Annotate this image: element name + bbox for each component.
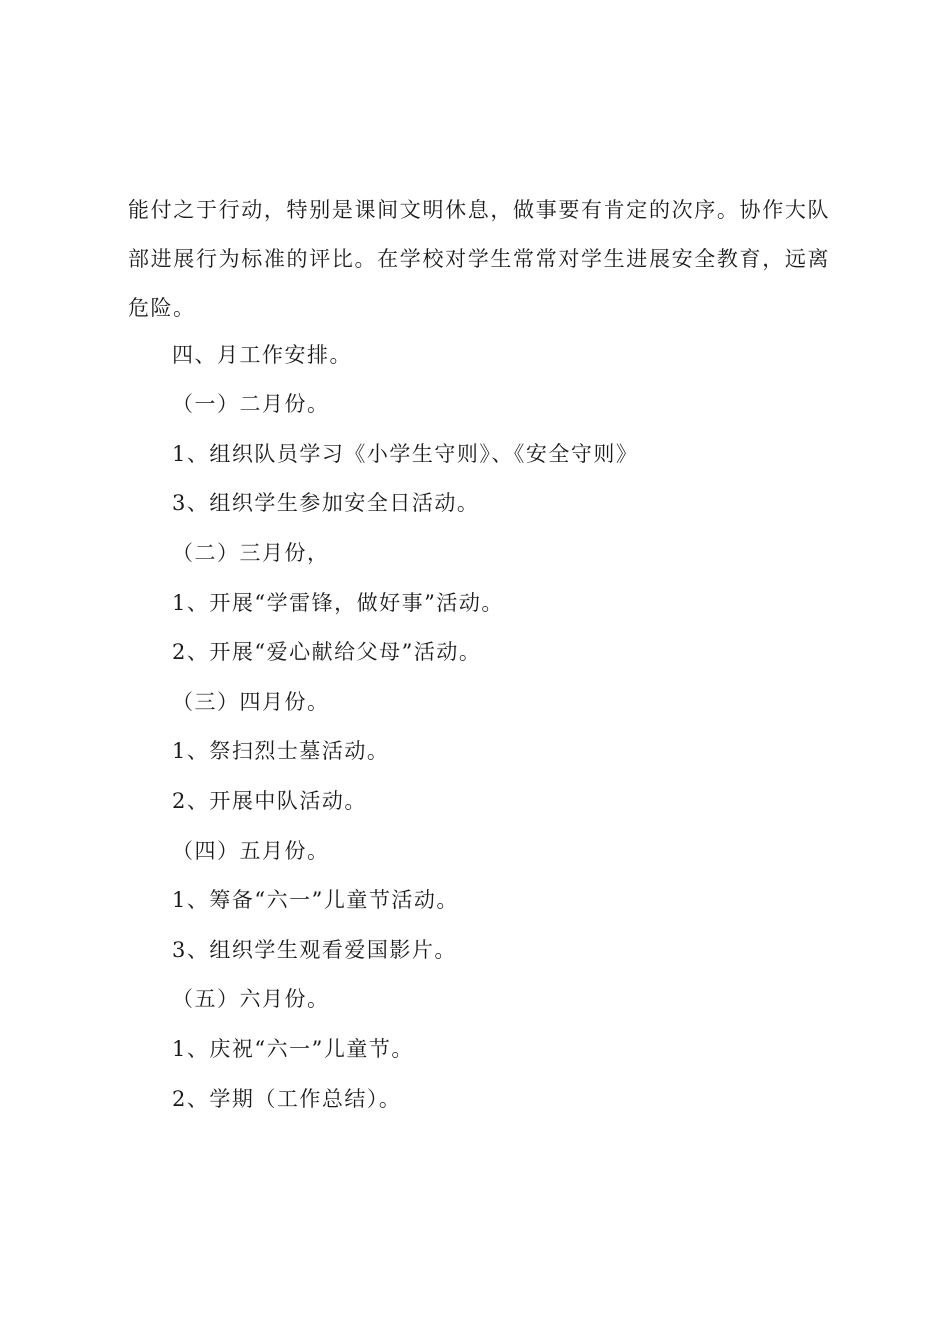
month-heading-apr: （三）四月份。 [172,690,330,714]
list-item: 1、庆祝“六一”儿童节。 [172,1037,414,1061]
list-item: 2、开展中队活动。 [172,789,367,813]
section-heading: 四、月工作安排。 [172,343,352,367]
intro-paragraph: 能付之于行动，特别是课间文明休息，做事要有肯定的次序。协作大队部进展行为标准的评比。在学校对学生常常对学生进展安全教育，远离危险。 [128,198,830,320]
list-item: 2、开展“爱心献给父母”活动。 [172,640,482,664]
list-item: 3、组织学生观看爱国影片。 [172,938,457,962]
list-item: 1、开展“学雷锋，做好事”活动。 [172,591,504,615]
month-heading-may: （四）五月份。 [172,839,330,863]
list-item: 3、组织学生参加安全日活动。 [172,491,480,515]
month-heading-mar: （二）三月份， [172,541,330,565]
month-heading-feb: （一）二月份。 [172,392,330,416]
month-heading-jun: （五）六月份。 [172,987,330,1011]
list-item: 1、祭扫烈士墓活动。 [172,739,390,763]
list-item: 1、组织队员学习《小学生守则》、《安全守则》 [172,442,639,466]
list-item: 1、筹备“六一”儿童节活动。 [172,888,459,912]
list-item: 2、学期（工作总结）。 [172,1087,402,1111]
